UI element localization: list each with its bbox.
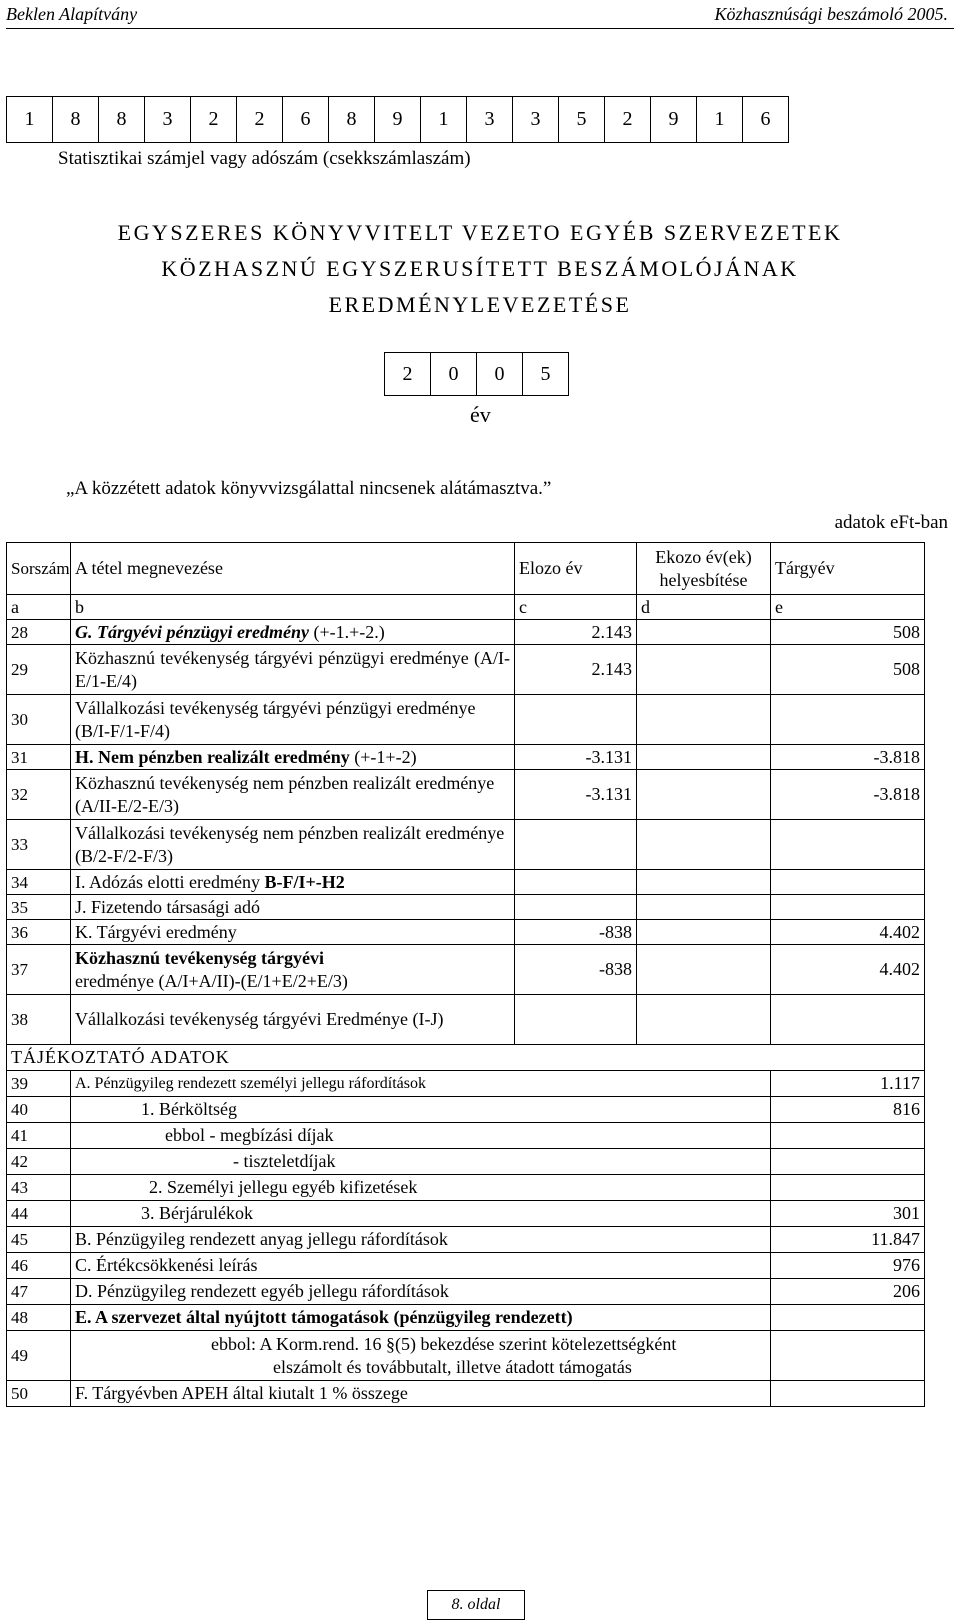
row-label: ebbol - megbízási díjak (71, 1123, 771, 1149)
row-number: 44 (7, 1201, 71, 1227)
row-number: 42 (7, 1149, 71, 1175)
current-year-value: 301 (771, 1201, 925, 1227)
previous-year-value (515, 870, 637, 895)
year-digit: 0 (431, 353, 477, 396)
current-year-value (771, 995, 925, 1045)
audit-note: „A közzétett adatok könyvvizsgálattal nincsenek alátámasztva.” (66, 478, 552, 499)
row-label: Vállalkozási tevékenység nem pénzben realizált eredménye (B/2-F/2-F/3) (71, 820, 515, 870)
previous-year-value: -3.131 (515, 745, 637, 770)
row-label (71, 945, 515, 995)
row-number: 41 (7, 1123, 71, 1149)
table-row (7, 895, 925, 920)
row-label: B. Pénzügyileg rendezett anyag jellegu ráfordítások (71, 1227, 771, 1253)
tax-digit: 3 (467, 97, 513, 143)
current-year-value (771, 1331, 925, 1381)
row-number: 31 (7, 745, 71, 770)
row-label-text: eredménye (A/I+A/II)-(E/1+E/2+E/3) (75, 970, 348, 991)
row-number: 28 (7, 620, 71, 645)
current-year-value: -3.818 (771, 745, 925, 770)
row-number: 33 (7, 820, 71, 870)
year-label: év (470, 402, 491, 427)
current-year-value (771, 1381, 925, 1407)
row-label (71, 620, 515, 645)
current-year-value: 1.117 (771, 1071, 925, 1097)
previous-year-value (515, 895, 637, 920)
report-title: Közhasznúsági beszámoló 2005. (714, 4, 948, 24)
column-letter: d (637, 595, 771, 620)
table-row (7, 745, 925, 770)
row-label: Közhasznú tevékenység nem pénzben realizált eredménye (A/II-E/2-E/3) (71, 770, 515, 820)
tax-digit: 6 (743, 97, 789, 143)
tax-digit: 8 (329, 97, 375, 143)
row-number: 29 (7, 645, 71, 695)
table-row (7, 1253, 925, 1279)
tax-digit: 1 (421, 97, 467, 143)
tax-digit: 3 (513, 97, 559, 143)
year-digit: 5 (523, 353, 569, 396)
row-number: 49 (7, 1331, 71, 1381)
section-title: TÁJÉKOZTATÓ ADATOK (7, 1045, 925, 1071)
row-label: D. Pénzügyileg rendezett egyéb jellegu ráfordítások (71, 1279, 771, 1305)
row-label: C. Értékcsökkenési leírás (71, 1253, 771, 1279)
current-year-value (771, 1149, 925, 1175)
row-label-suffix: (+-1.+-2.) (308, 621, 385, 642)
year-digit: 0 (477, 353, 523, 396)
row-label-bold: B-F/I+-H2 (264, 871, 345, 892)
document-title (0, 215, 960, 323)
table-row (7, 1149, 925, 1175)
title-line: EGYSZERES KÖNYVVITELT VEZETO EGYÉB SZERVEZETEK (117, 220, 843, 245)
table-row (7, 1175, 925, 1201)
row-number: 46 (7, 1253, 71, 1279)
tax-digit: 8 (53, 97, 99, 143)
column-letter: c (515, 595, 637, 620)
column-header-correction: Ekozo év(ek) helyesbítése (637, 543, 771, 595)
previous-year-value: 2.143 (515, 620, 637, 645)
tax-digit: 3 (145, 97, 191, 143)
row-number: 36 (7, 920, 71, 945)
previous-year-value: -3.131 (515, 770, 637, 820)
row-label-text: I. Adózás elotti eredmény (75, 871, 265, 892)
row-label: F. Tárgyévben APEH által kiutalt 1 % összege (71, 1381, 771, 1407)
previous-year-value (515, 820, 637, 870)
year-boxes (384, 352, 569, 396)
row-label-bold: H. Nem pénzben realizált eredmény (75, 746, 350, 767)
correction-value (637, 745, 771, 770)
current-year-value: 11.847 (771, 1227, 925, 1253)
column-header-name: A tétel megnevezése (71, 543, 515, 595)
row-number: 35 (7, 895, 71, 920)
table-row (7, 1381, 925, 1407)
row-label: K. Tárgyévi eredmény (71, 920, 515, 945)
column-header-current-year: Tárgyév (771, 543, 925, 595)
current-year-value (771, 820, 925, 870)
row-label (71, 870, 515, 895)
year-digit: 2 (385, 353, 431, 396)
table-header-row (7, 543, 925, 595)
column-header-previous-year: Elozo év (515, 543, 637, 595)
table-row (7, 870, 925, 895)
tax-digit: 1 (697, 97, 743, 143)
row-label-bold: Közhasznú tevékenység tárgyévi (75, 947, 324, 968)
correction-value (637, 695, 771, 745)
current-year-value (771, 1305, 925, 1331)
table-row (7, 770, 925, 820)
row-label-bold: G. Tárgyévi pénzügyi eredmény (75, 621, 309, 642)
row-label: Vállalkozási tevékenység tárgyévi pénzügyi eredménye (B/I-F/1-F/4) (71, 695, 515, 745)
row-number: 38 (7, 995, 71, 1045)
unit-label: adatok eFt-ban (834, 512, 948, 533)
row-label-suffix: (+-1+-2) (349, 746, 417, 767)
current-year-value: 508 (771, 620, 925, 645)
row-number: 45 (7, 1227, 71, 1253)
previous-year-value (515, 695, 637, 745)
row-number: 50 (7, 1381, 71, 1407)
row-number: 39 (7, 1071, 71, 1097)
table-row (7, 1305, 925, 1331)
row-number: 48 (7, 1305, 71, 1331)
tax-digit: 5 (559, 97, 605, 143)
table-row (7, 995, 925, 1045)
page-header (6, 0, 954, 29)
correction-value (637, 870, 771, 895)
correction-value (637, 995, 771, 1045)
row-number: 30 (7, 695, 71, 745)
row-label: A. Pénzügyileg rendezett személyi jellegu ráfordítások (71, 1071, 771, 1097)
table-row (7, 1331, 925, 1381)
tax-digit: 2 (191, 97, 237, 143)
row-label: Vállalkozási tevékenység tárgyévi Eredménye (I-J) (71, 995, 515, 1045)
current-year-value (771, 1175, 925, 1201)
current-year-value (771, 895, 925, 920)
table-row (7, 1123, 925, 1149)
previous-year-value: -838 (515, 945, 637, 995)
correction-value (637, 920, 771, 945)
current-year-value: 976 (771, 1253, 925, 1279)
correction-value (637, 945, 771, 995)
column-letter: a (7, 595, 71, 620)
table-row (7, 820, 925, 870)
correction-value (637, 645, 771, 695)
row-label: Közhasznú tevékenység tárgyévi pénzügyi eredménye (A/I-E/1-E/4) (71, 645, 515, 695)
row-number: 40 (7, 1097, 71, 1123)
row-label: 1. Bérköltség (71, 1097, 771, 1123)
table-row (7, 620, 925, 645)
tax-digit: 8 (99, 97, 145, 143)
current-year-value: -3.818 (771, 770, 925, 820)
current-year-value: 4.402 (771, 945, 925, 995)
row-label-line: elszámolt és továbbutalt, illetve átadott támogatás (273, 1356, 632, 1377)
column-letter: e (771, 595, 925, 620)
current-year-value (771, 695, 925, 745)
table-row (7, 1071, 925, 1097)
current-year-value: 508 (771, 645, 925, 695)
current-year-value: 4.402 (771, 920, 925, 945)
table-row (7, 945, 925, 995)
section-row (7, 1045, 925, 1071)
tax-digit: 9 (651, 97, 697, 143)
table-row (7, 1279, 925, 1305)
row-label: 3. Bérjárulékok (71, 1201, 771, 1227)
row-label: - tiszteletdíjak (71, 1149, 771, 1175)
row-label (71, 745, 515, 770)
correction-value (637, 770, 771, 820)
previous-year-value (515, 995, 637, 1045)
row-number: 43 (7, 1175, 71, 1201)
current-year-value (771, 870, 925, 895)
correction-value (637, 820, 771, 870)
row-number: 32 (7, 770, 71, 820)
table-row (7, 645, 925, 695)
current-year-value: 816 (771, 1097, 925, 1123)
correction-value (637, 620, 771, 645)
tax-digit: 2 (237, 97, 283, 143)
table-row (7, 1227, 925, 1253)
row-label: E. A szervezet által nyújtott támogatások (pénzügyileg rendezett) (71, 1305, 771, 1331)
row-label-line: ebbol: A Korm.rend. 16 §(5) bekezdése szerint kötelezettségként (211, 1333, 677, 1354)
row-number: 37 (7, 945, 71, 995)
row-label: 2. Személyi jellegu egyéb kifizetések (71, 1175, 771, 1201)
row-number: 34 (7, 870, 71, 895)
table-row (7, 1097, 925, 1123)
current-year-value: 206 (771, 1279, 925, 1305)
title-line: KÖZHASZNÚ EGYSZERUSÍTETT BESZÁMOLÓJÁNAK (161, 256, 799, 281)
title-line: EREDMÉNYLEVEZETÉSE (328, 292, 632, 317)
previous-year-value: 2.143 (515, 645, 637, 695)
table-row (7, 1201, 925, 1227)
column-letter: b (71, 595, 515, 620)
tax-digit: 9 (375, 97, 421, 143)
row-label (71, 1331, 771, 1381)
tax-digit: 6 (283, 97, 329, 143)
previous-year-value: -838 (515, 920, 637, 945)
tax-digit: 2 (605, 97, 651, 143)
column-letter-row (7, 595, 925, 620)
row-number: 47 (7, 1279, 71, 1305)
page-number: 8. oldal (427, 1590, 525, 1620)
income-statement-table (6, 542, 925, 1407)
correction-value (637, 895, 771, 920)
row-label: J. Fizetendo társasági adó (71, 895, 515, 920)
tax-digit: 1 (7, 97, 53, 143)
current-year-value (771, 1123, 925, 1149)
column-header-number: Sorszám (7, 543, 71, 595)
organization-name: Beklen Alapítvány (6, 4, 138, 24)
tax-number-label: Statisztikai számjel vagy adószám (csekkszámlaszám) (58, 148, 471, 169)
table-row (7, 695, 925, 745)
tax-number-boxes (6, 96, 789, 143)
table-row (7, 920, 925, 945)
